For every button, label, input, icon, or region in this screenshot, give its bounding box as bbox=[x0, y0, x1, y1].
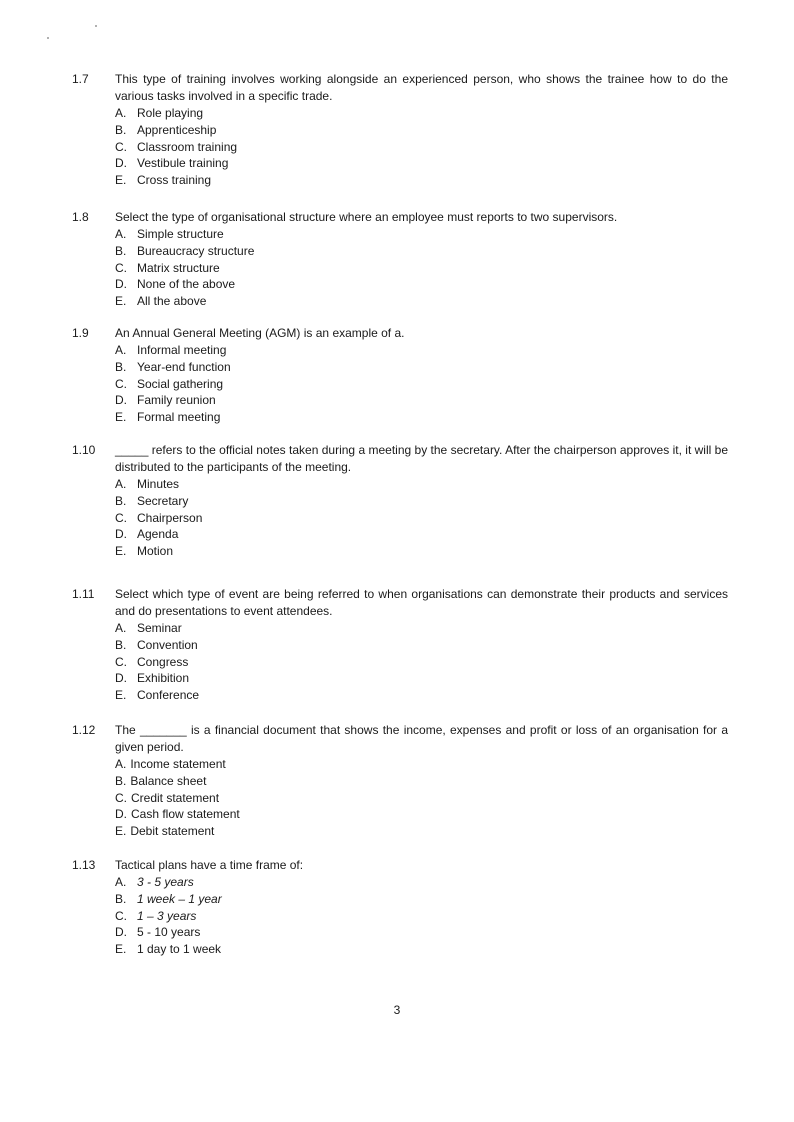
option-text: Bureaucracy structure bbox=[137, 243, 255, 258]
option-text: Exhibition bbox=[137, 671, 190, 686]
option-text: 1 week – 1 year bbox=[137, 891, 222, 906]
option-text: Vestibule training bbox=[137, 156, 229, 171]
option-letter: D. bbox=[115, 671, 127, 686]
option-letter: C. bbox=[115, 139, 127, 154]
question-stem: Select the type of organisational structure where an employee must reports to two supervisors. bbox=[115, 210, 618, 224]
question-number: 1.8 bbox=[72, 210, 89, 224]
answer-option bbox=[115, 359, 728, 376]
question-number: 1.12 bbox=[72, 723, 96, 737]
option-letter: B. bbox=[115, 493, 127, 508]
option-text: Motion bbox=[137, 544, 174, 559]
option-letter: B. bbox=[115, 359, 127, 374]
option-letter: B. bbox=[115, 122, 127, 137]
option-letter: E. bbox=[115, 942, 127, 957]
option-letter: D. bbox=[115, 527, 127, 542]
option-text: 5 - 10 years bbox=[137, 925, 201, 940]
answer-option bbox=[115, 376, 728, 393]
option-letter: C. bbox=[115, 376, 127, 391]
answer-option bbox=[115, 276, 728, 293]
answer-option bbox=[115, 637, 728, 654]
option-text: None of the above bbox=[137, 277, 236, 292]
option-text: Year-end function bbox=[137, 359, 231, 374]
option-text: Informal meeting bbox=[137, 343, 227, 357]
answer-option bbox=[115, 155, 728, 172]
option-letter: D. bbox=[115, 393, 127, 408]
question-stem: The _______ is a financial document that shows the income, expenses and profit or loss of an organisation for a given period. bbox=[115, 723, 728, 754]
option-letter: E. bbox=[115, 410, 127, 425]
question-1-13 bbox=[72, 857, 728, 958]
question-1-11 bbox=[72, 586, 728, 704]
option-letter: C. bbox=[115, 654, 127, 669]
option-text: Simple structure bbox=[137, 227, 224, 241]
option-letter: D. bbox=[115, 277, 127, 292]
option-letter: B. bbox=[115, 773, 127, 788]
option-letter: E. bbox=[115, 824, 127, 839]
answer-option bbox=[115, 392, 728, 409]
option-letter: B. bbox=[115, 243, 127, 258]
option-letter: C. bbox=[115, 510, 127, 525]
option-letter: D. bbox=[115, 156, 127, 171]
option-text: All the above bbox=[137, 294, 207, 309]
option-letter: A. bbox=[115, 477, 127, 491]
option-letter: A. bbox=[115, 343, 127, 357]
option-letter: C. bbox=[115, 790, 127, 805]
option-text: Balance sheet bbox=[130, 773, 207, 788]
option-text: Seminar bbox=[137, 621, 182, 635]
answer-option bbox=[115, 476, 728, 493]
answer-option bbox=[115, 226, 728, 243]
option-text: Minutes bbox=[137, 477, 180, 491]
option-letter: C. bbox=[115, 908, 127, 923]
option-text: Classroom training bbox=[137, 139, 238, 154]
option-text: 3 - 5 years bbox=[137, 875, 194, 889]
option-letter: B. bbox=[115, 637, 127, 652]
option-text: Income statement bbox=[130, 757, 226, 771]
option-letter: A. bbox=[115, 227, 127, 241]
answer-option bbox=[115, 806, 728, 823]
option-text: Conference bbox=[137, 688, 200, 703]
option-text: Formal meeting bbox=[137, 410, 221, 425]
answer-option bbox=[115, 891, 728, 908]
question-number: 1.13 bbox=[72, 858, 96, 872]
question-1-12 bbox=[72, 722, 728, 840]
question-number: 1.10 bbox=[72, 443, 96, 457]
option-text: Role playing bbox=[137, 106, 204, 120]
answer-option bbox=[115, 342, 728, 359]
answer-option bbox=[115, 105, 728, 122]
answer-option bbox=[115, 409, 728, 426]
option-letter: E. bbox=[115, 544, 127, 559]
question-stem: Tactical plans have a time frame of: bbox=[115, 858, 304, 872]
option-text: Matrix structure bbox=[137, 260, 220, 275]
option-text: 1 – 3 years bbox=[137, 908, 197, 923]
answer-option bbox=[115, 243, 728, 260]
answer-option bbox=[115, 908, 728, 925]
option-text: Credit statement bbox=[131, 790, 220, 805]
option-letter: E. bbox=[115, 688, 127, 703]
answer-option bbox=[115, 543, 728, 560]
answer-option bbox=[115, 493, 728, 510]
option-letter: A. bbox=[115, 875, 127, 889]
question-stem: An Annual General Meeting (AGM) is an example of a. bbox=[115, 326, 405, 340]
answer-option bbox=[115, 874, 728, 891]
page-number: 3 bbox=[393, 1003, 401, 1017]
question-1-8 bbox=[72, 209, 728, 310]
answer-option bbox=[115, 823, 728, 840]
question-1-10 bbox=[72, 442, 728, 560]
option-text: Agenda bbox=[137, 527, 179, 542]
option-letter: E. bbox=[115, 173, 127, 188]
answer-option bbox=[115, 293, 728, 310]
answer-option bbox=[115, 172, 728, 189]
answer-option bbox=[115, 139, 728, 156]
option-text: Family reunion bbox=[137, 393, 216, 408]
option-text: Cash flow statement bbox=[131, 807, 240, 822]
answer-option bbox=[115, 924, 728, 941]
answer-option bbox=[115, 773, 728, 790]
option-letter: A. bbox=[115, 106, 127, 120]
option-text: Cross training bbox=[137, 173, 212, 188]
option-text: Chairperson bbox=[137, 510, 203, 525]
question-1-9 bbox=[72, 325, 728, 426]
option-letter: A. bbox=[115, 621, 127, 635]
option-text: Debit statement bbox=[130, 824, 215, 839]
question-1-7 bbox=[72, 71, 728, 189]
option-letter: A. bbox=[115, 757, 127, 771]
answer-option bbox=[115, 756, 728, 773]
answer-option bbox=[115, 670, 728, 687]
option-text: Convention bbox=[137, 637, 198, 652]
option-text: Social gathering bbox=[137, 376, 224, 391]
option-text: Congress bbox=[137, 654, 189, 669]
scan-speck bbox=[47, 37, 49, 39]
answer-option bbox=[115, 790, 728, 807]
question-number: 1.9 bbox=[72, 326, 89, 340]
answer-option bbox=[115, 687, 728, 704]
question-stem: This type of training involves working alongside an experienced person, who shows the trainee how to do the various tasks involved in a specific trade. bbox=[115, 72, 728, 103]
question-number: 1.7 bbox=[72, 72, 89, 86]
question-stem: Select which type of event are being referred to when organisations can demonstrate their products and services and do presentations to event attendees. bbox=[115, 587, 728, 618]
question-stem: _____ refers to the official notes taken during a meeting by the secretary. After the chairperson approves it, it will be distributed to the participants of the meeting. bbox=[115, 443, 728, 474]
answer-option bbox=[115, 620, 728, 637]
option-letter: B. bbox=[115, 891, 127, 906]
question-number: 1.11 bbox=[72, 587, 95, 601]
option-letter: E. bbox=[115, 294, 127, 309]
answer-option bbox=[115, 526, 728, 543]
answer-option bbox=[115, 654, 728, 671]
answer-option bbox=[115, 122, 728, 139]
scan-speck bbox=[95, 25, 97, 27]
option-letter: C. bbox=[115, 260, 127, 275]
option-letter: D. bbox=[115, 925, 127, 940]
option-letter: D. bbox=[115, 807, 127, 822]
answer-option bbox=[115, 510, 728, 527]
option-text: Apprenticeship bbox=[137, 122, 217, 137]
option-text: 1 day to 1 week bbox=[137, 942, 222, 957]
option-text: Secretary bbox=[137, 493, 189, 508]
answer-option bbox=[115, 260, 728, 277]
answer-option bbox=[115, 941, 728, 958]
